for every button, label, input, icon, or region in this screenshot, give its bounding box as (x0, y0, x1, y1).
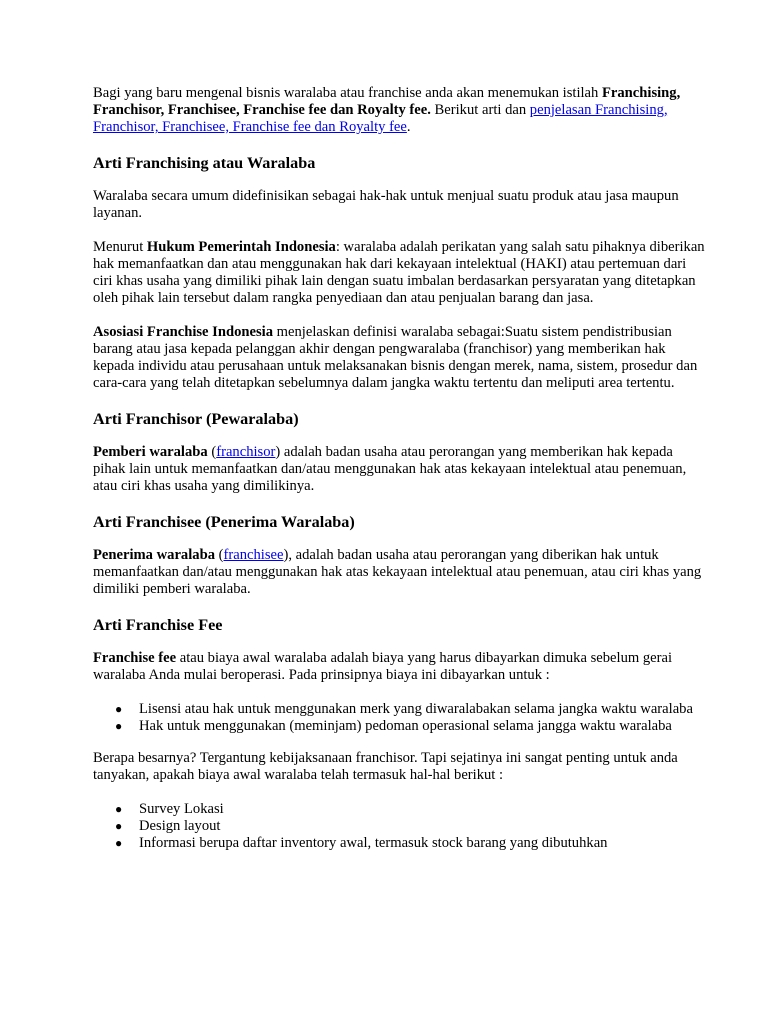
franchisor-link[interactable]: franchisor (216, 444, 276, 460)
franchisee-bold: Penerima waralaba (93, 547, 215, 563)
intro-link[interactable]: penjelasan Franchising, Franchisor, Franchisee, Franchise fee dan Royalty fee (93, 102, 668, 135)
heading-franchisee: Arti Franchisee (Penerima Waralaba) (93, 513, 355, 531)
hukum-pre-text: Menurut (93, 239, 147, 255)
franchisee-text: ), adalah badan usaha atau perorangan yang diberikan hak untuk memanfaatkan dan/atau menggunakan hak atas kekayaan intelektual atau penemuan, atau ciri khas yang dimiliki pemberi waralaba. (93, 547, 702, 597)
list-item-text: Hak untuk menggunakan (meminjam) pedoman operasional selama jangga waktu waralaba (139, 718, 672, 734)
list-item-text: Lisensi atau hak untuk menggunakan merk yang diwaralabakan selama jangka waktu waralaba (139, 701, 693, 717)
hukum-pemerintah-paragraph (93, 239, 708, 307)
franchisor-text: ) adalah badan usaha atau perorangan yang memberikan hak kepada pihak lain untuk memanfaatkan dan/atau menggunakan hak atas kekayaan intelektual atau penemuan, atau ciri khas usaha yang dimilikinya. (93, 444, 687, 494)
bullet-icon: ● (115, 702, 123, 716)
franchisee-paren-open: ( (215, 547, 224, 563)
included-items-list (93, 801, 708, 852)
bullet-icon: ● (115, 802, 123, 816)
bullet-icon: ● (115, 819, 123, 833)
heading-franchising: Arti Franchising atau Waralaba (93, 154, 316, 172)
asosiasi-paragraph (93, 324, 708, 392)
franchisor-paren-open: ( (207, 444, 217, 460)
intro-paragraph (93, 85, 708, 136)
list-item (93, 835, 708, 852)
list-item (93, 818, 708, 835)
bullet-icon: ● (115, 836, 123, 850)
asosiasi-bold: Asosiasi Franchise Indonesia (93, 324, 274, 340)
franchise-fee-paragraph (93, 650, 708, 684)
fee-list (93, 701, 708, 735)
intro-text-3: . (406, 119, 411, 135)
hukum-bold: Hukum Pemerintah Indonesia (146, 239, 336, 255)
franchisee-paragraph (93, 547, 708, 598)
list-item (93, 701, 708, 718)
franchisee-link[interactable]: franchisee (223, 547, 284, 563)
franchisor-paragraph (93, 444, 708, 495)
list-item (93, 718, 708, 735)
franchise-fee-bold: Franchise fee (93, 650, 177, 666)
heading-franchise-fee: Arti Franchise Fee (93, 616, 223, 634)
asosiasi-text: menjelaskan definisi waralaba sebagai:Suatu sistem pendistribusian barang atau jasa kepada pelanggan akhir dengan pengwaralaba (franchisor) yang memberikan hak kepada individu atau perusahaan untuk melaksanakan bisnis dengan merek, nama, sistem, prosedur dan cara-cara yang telah ditetapkan sebelumnya dalam jangka waktu tertentu dan meliputi area tertentu. (93, 324, 698, 391)
intro-text-2: Berikut arti dan (430, 102, 530, 118)
list-item-text: Survey Lokasi (139, 801, 224, 817)
bullet-icon: ● (115, 719, 123, 733)
franchising-definition-paragraph: Waralaba secara umum didefinisikan sebagai hak-hak untuk menjual suatu produk atau jasa maupun layanan. (93, 188, 679, 221)
hukum-text: : waralaba adalah perikatan yang salah satu pihaknya diberikan hak memanfaatkan dan atau menggunakan hak dari kekayaan intelektual (HAKI) atau pertemuan dari ciri khas usaha yang dimiliki pihak lain dengan suatu imbalan berdasarkan persyaratan yang ditetapkan oleh pihak lain tersebut dalam rangka penyediaan dan atau penjualan barang dan jasa. (93, 239, 705, 306)
list-item (93, 801, 708, 818)
intro-bold-terms: Franchising, Franchisor, Franchisee, Franchise fee dan Royalty fee. (93, 85, 681, 118)
list-item-text: Design layout (139, 818, 221, 834)
heading-franchisor: Arti Franchisor (Pewaralaba) (93, 410, 299, 428)
list-item-text: Informasi berupa daftar inventory awal, termasuk stock barang yang dibutuhkan (139, 835, 608, 851)
berapa-besarnya-paragraph: Berapa besarnya? Tergantung kebijaksanaan franchisor. Tapi sejatinya ini sangat penting untuk anda tanyakan, apakah biaya awal waralaba telah termasuk hal-hal berikut : (93, 750, 678, 783)
intro-text-1: Bagi yang baru mengenal bisnis waralaba atau franchise anda akan menemukan istilah (93, 85, 602, 101)
franchisor-bold: Pemberi waralaba (93, 444, 208, 460)
franchise-fee-text: atau biaya awal waralaba adalah biaya yang harus dibayarkan dimuka sebelum gerai waralaba Anda mulai beroperasi. Pada prinsipnya biaya ini dibayarkan untuk : (93, 650, 673, 683)
